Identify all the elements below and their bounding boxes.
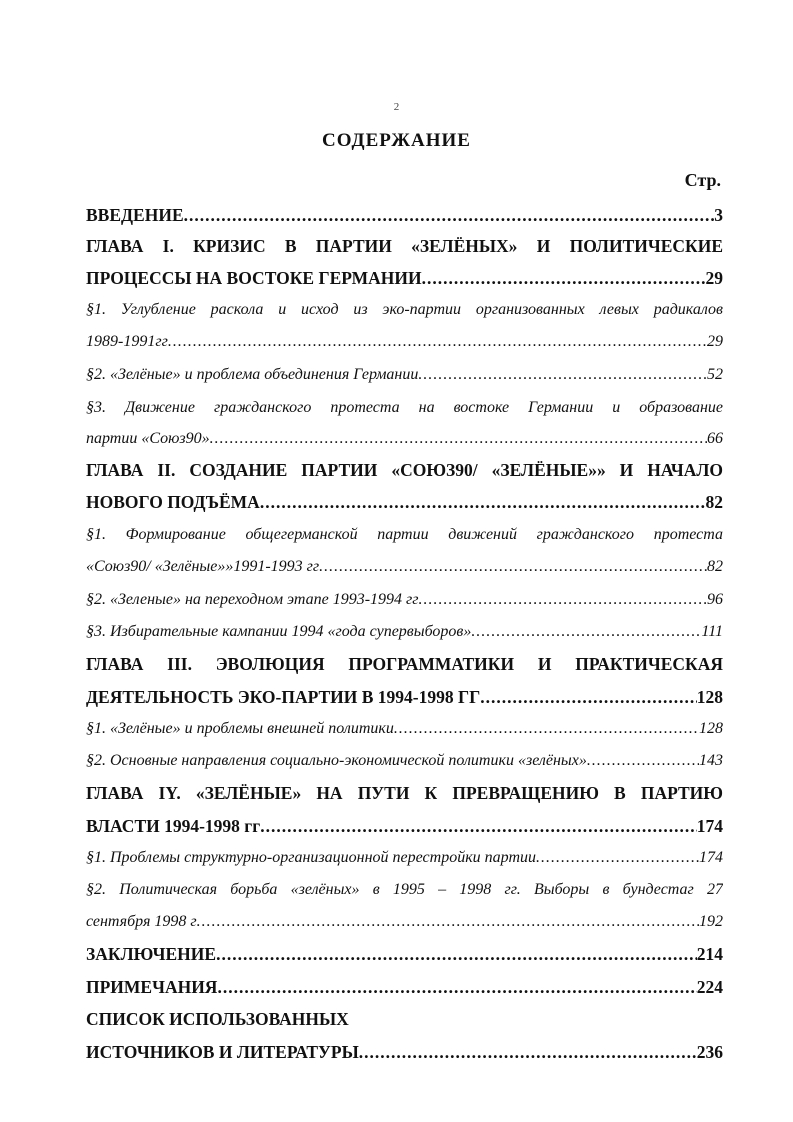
leader-dots [216, 939, 697, 969]
toc-entry-page: 214 [696, 944, 723, 964]
toc-entry-text: сентября 1998 г [86, 913, 197, 930]
toc-entry-page: 82 [705, 492, 723, 512]
toc-entry-chapter-2-line1: ГЛАВА II. СОЗДАНИЕ ПАРТИИ «СОЮЗ90/ «ЗЕЛЁНЫЕ»» И НАЧАЛО [86, 460, 723, 480]
toc-entry-text: партии «Союз90» [86, 430, 210, 447]
toc-entry-text: ПРИМЕЧАНИЯ [86, 977, 218, 997]
toc-entry-chapter-4-line1: ГЛАВА IY. «ЗЕЛЁНЫЕ» НА ПУТИ К ПРЕВРАЩЕНИЮ В ПАРТИЮ [86, 783, 723, 803]
toc-entry-chapter-3-line2 [86, 682, 723, 712]
leader-dots [419, 585, 707, 615]
toc-entry-page: 29 [705, 268, 723, 288]
toc-entry-text: §2. «Зеленые» на переходном этапе 1993-1994 гг [86, 591, 419, 608]
leader-dots [184, 200, 715, 230]
toc-entry-page: 128 [696, 687, 723, 707]
leader-dots [418, 360, 707, 390]
toc-entry-section-1-3-line2 [86, 424, 723, 454]
toc-entry-chapter-1-line2 [86, 263, 723, 293]
toc-entry-page: 3 [714, 205, 723, 225]
toc-entry-section-3-2 [86, 746, 723, 776]
toc-entry-page: 224 [696, 977, 723, 997]
toc-entry-chapter-2-line2 [86, 487, 723, 517]
toc-entry-text: ДЕЯТЕЛЬНОСТЬ ЭКО-ПАРТИИ В 1994-1998 ГГ [86, 687, 481, 707]
leader-dots [536, 843, 699, 873]
toc-entry-page: 29 [707, 333, 723, 350]
toc-entry-page: 82 [707, 558, 723, 575]
toc-entry-section-2-2 [86, 585, 723, 615]
toc-entry-text: §3. Избирательные кампании 1994 «года супервыборов» [86, 623, 472, 640]
toc-entry-chapter-3-line1: ГЛАВА III. ЭВОЛЮЦИЯ ПРОГРАММАТИКИ И ПРАКТИЧЕСКАЯ [86, 654, 723, 674]
toc-entry-sources-line2 [86, 1037, 723, 1067]
toc-entry-sources-line1: СПИСОК ИСПОЛЬЗОВАННЫХ [86, 1009, 349, 1029]
leader-dots [260, 487, 706, 517]
toc-entry-page: 174 [696, 816, 723, 836]
toc-entry-text: НОВОГО ПОДЪЁМА [86, 492, 260, 512]
page-number: 2 [393, 101, 400, 113]
toc-entry-section-4-2-line2 [86, 907, 723, 937]
toc-entry-text: §1. Проблемы структурно-организационной перестройки партии [86, 849, 537, 866]
leader-dots [394, 714, 699, 744]
toc-entry-page: 128 [699, 720, 723, 737]
toc-entry-page: 111 [701, 623, 723, 640]
toc-entry-section-2-1-line1: §1. Формирование общегерманской партии движений гражданского протеста [86, 526, 723, 543]
leader-dots [319, 552, 707, 582]
toc-entry-page: 96 [707, 591, 723, 608]
toc-entry-section-4-2-line1: §2. Политическая борьба «зелёных» в 1995 – 1998 гг. Выборы в бундестаг 27 [86, 881, 723, 898]
toc-entry-section-2-3 [86, 617, 723, 647]
toc-entry-conclusion [86, 939, 723, 969]
toc-entry-page: 236 [696, 1042, 723, 1062]
toc-entry-notes [86, 972, 723, 1002]
toc-entry-text: ВВЕДЕНИЕ [86, 205, 184, 225]
leader-dots [168, 327, 707, 357]
toc-entry-page: 143 [699, 752, 723, 769]
leader-dots [210, 424, 707, 454]
toc-entry-section-1-2 [86, 360, 723, 390]
leader-dots [471, 617, 701, 647]
toc-entry-text: §1. «Зелёные» и проблемы внешней политики [86, 720, 394, 737]
toc-entry-text: §2. Основные направления социально-экономической политики «зелёных» [86, 752, 587, 769]
toc-entry-page: 192 [699, 913, 723, 930]
toc-entry-section-3-1 [86, 714, 723, 744]
toc-entry-chapter-1-line1: ГЛАВА I. КРИЗИС В ПАРТИИ «ЗЕЛЁНЫХ» И ПОЛИТИЧЕСКИЕ [86, 236, 723, 256]
toc-entry-chapter-4-line2 [86, 811, 723, 841]
leader-dots [587, 746, 699, 776]
toc-entry-text: §2. «Зелёные» и проблема объединения Германии [86, 366, 419, 383]
toc-entry-text: «Союз90/ «Зелёные»»1991-1993 гг [86, 558, 320, 575]
toc-entry-section-1-1-line1: §1. Углубление раскола и исход из эко-партии организованных левых радикалов [86, 301, 723, 318]
toc-entry-introduction [86, 200, 723, 230]
toc-entry-text: ПРОЦЕССЫ НА ВОСТОКЕ ГЕРМАНИИ [86, 268, 422, 288]
toc-entry-section-2-1-line2 [86, 552, 723, 582]
leader-dots [480, 682, 696, 712]
toc-entry-page: 174 [699, 849, 723, 866]
leader-dots [359, 1037, 697, 1067]
leader-dots [260, 811, 697, 841]
toc-entry-text: ВЛАСТИ 1994-1998 гг [86, 816, 261, 836]
toc-entry-page: 66 [707, 430, 723, 447]
toc-entry-section-4-1 [86, 843, 723, 873]
leader-dots [217, 972, 696, 1002]
page-column-header: Стр. [684, 170, 721, 190]
page-title: СОДЕРЖАНИЕ [322, 130, 471, 151]
toc-entry-text: 1989-1991гг [86, 333, 168, 350]
leader-dots [197, 907, 699, 937]
leader-dots [422, 263, 706, 293]
toc-entry-text: ИСТОЧНИКОВ И ЛИТЕРАТУРЫ [86, 1042, 359, 1062]
toc-entry-section-1-1-line2 [86, 327, 723, 357]
toc-entry-section-1-3-line1: §3. Движение гражданского протеста на востоке Германии и образование [86, 399, 723, 416]
toc-entry-text: ЗАКЛЮЧЕНИЕ [86, 944, 217, 964]
toc-entry-page: 52 [707, 366, 723, 383]
